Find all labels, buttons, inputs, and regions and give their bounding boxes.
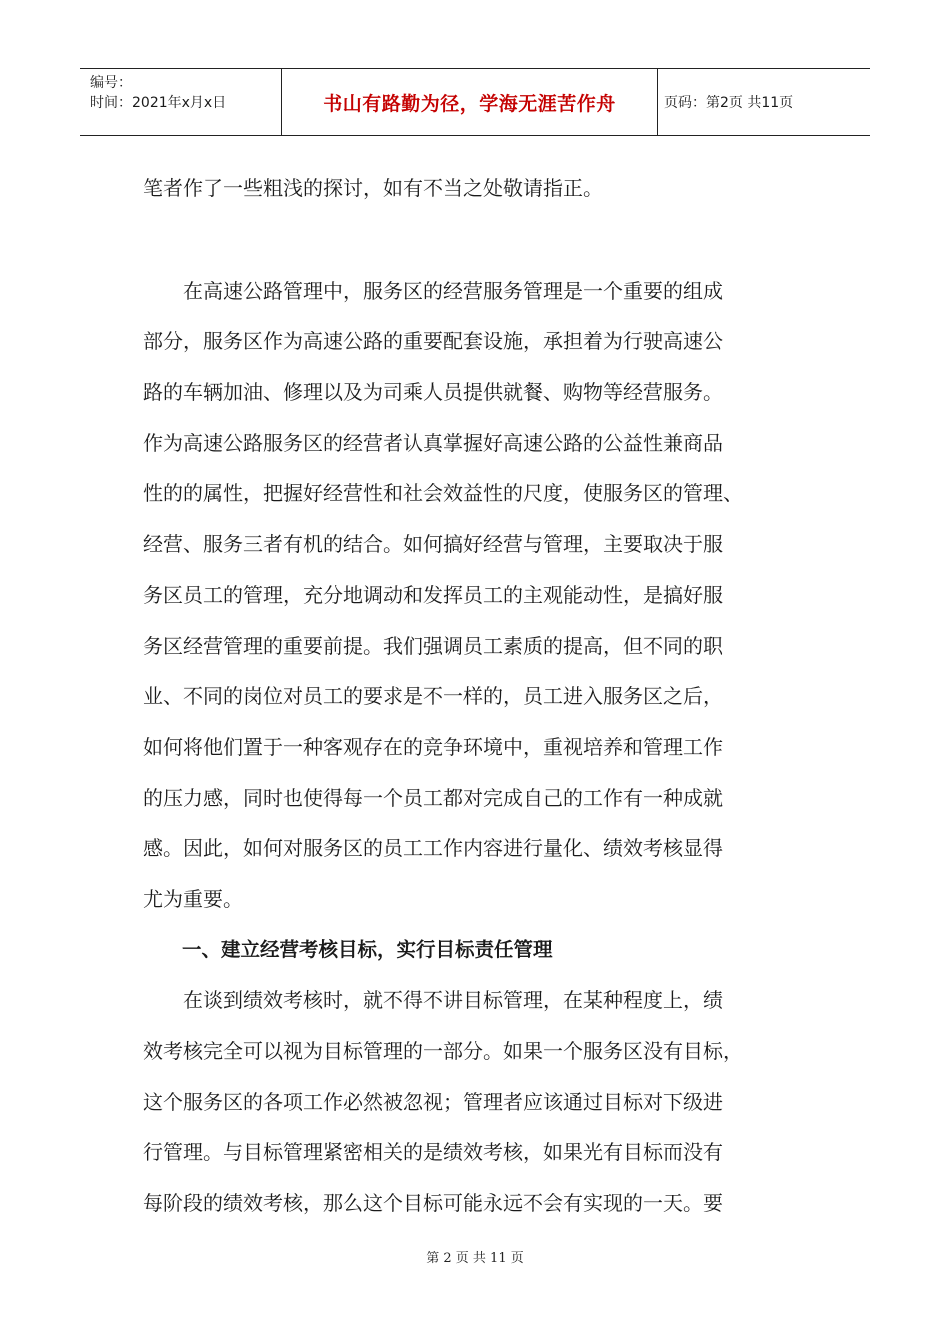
text-line: 务区员工的管理，充分地调动和发挥员工的主观能动性，是搞好服 [143, 582, 723, 607]
text-line: 部分，服务区作为高速公路的重要配套设施，承担着为行驶高速公 [143, 329, 723, 354]
page-header [80, 68, 870, 136]
text-line: 作为高速公路服务区的经营者认真掌握好高速公路的公益性兼商品 [143, 430, 723, 455]
text-line: 业、不同的岗位对员工的要求是不一样的，员工进入服务区之后， [143, 684, 723, 709]
text-line: 性的的属性，把握好经营性和社会效益性的尺度，使服务区的管理、 [143, 481, 743, 506]
text-line: 路的车辆加油、修理以及为司乘人员提供就餐、购物等经营服务。 [143, 380, 723, 405]
header-page-info: 页码：第2页 共11页 [664, 95, 794, 111]
document-time-label: 时间：2021年x月x日 [90, 95, 227, 111]
section-heading: 一、建立经营考核目标，实行目标责任管理 [143, 937, 553, 961]
text-line: 在高速公路管理中，服务区的经营服务管理是一个重要的组成 [143, 278, 723, 303]
text-line: 的压力感，同时也使得每一个员工都对完成自己的工作有一种成就 [143, 785, 723, 810]
text-line: 在谈到绩效考核时，就不得不讲目标管理，在某种程度上，绩 [143, 988, 723, 1013]
header-meta [80, 69, 282, 135]
intro-line: 笔者作了一些粗浅的探讨，如有不当之处敬请指正。 [143, 176, 603, 200]
text-line: 行管理。与目标管理紧密相关的是绩效考核，如果光有目标而没有 [143, 1140, 723, 1165]
paragraph-1 [143, 266, 813, 925]
text-line: 这个服务区的各项工作必然被忽视；管理者应该通过目标对下级进 [143, 1089, 723, 1114]
text-line: 如何将他们置于一种客观存在的竞争环境中，重视培养和管理工作 [143, 734, 723, 759]
text-line: 务区经营管理的重要前提。我们强调员工素质的提高，但不同的职 [143, 633, 723, 658]
text-line: 每阶段的绩效考核，那么这个目标可能永远不会有实现的一天。要 [143, 1191, 723, 1216]
text-line: 感。因此，如何对服务区的员工工作内容进行量化、绩效考核显得 [143, 836, 723, 861]
paragraph-2 [143, 975, 813, 1228]
text-line: 尤为重要。 [143, 886, 243, 911]
document-number-label: 编号： [90, 75, 132, 91]
document-body [143, 163, 813, 1229]
header-motto: 书山有路勤为径，学海无涯苦作舟 [282, 69, 658, 135]
text-line: 经营、服务三者有机的结合。如何搞好经营与管理，主要取决于服 [143, 532, 723, 557]
text-line: 效考核完全可以视为目标管理的一部分。如果一个服务区没有目标， [143, 1039, 743, 1063]
page-footer: 第 2 页 共 11 页 [426, 1251, 524, 1266]
